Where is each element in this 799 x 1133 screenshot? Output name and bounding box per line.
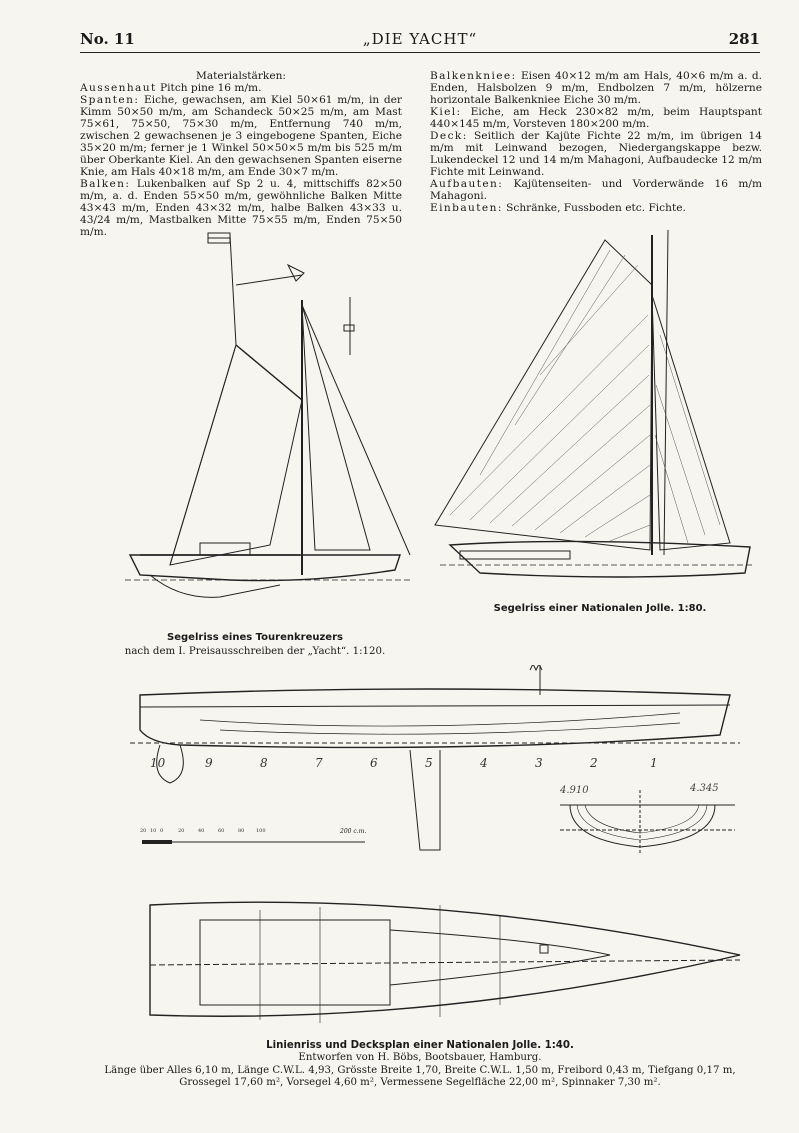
journal-title: „DIE YACHT“ — [362, 30, 478, 48]
paragraph — [430, 70, 762, 106]
scale-bar-label: 200 c.m. — [340, 828, 367, 835]
page-number: 281 — [728, 30, 760, 48]
body-section-drawing — [555, 785, 745, 865]
footer-caption — [80, 1040, 760, 1090]
paragraph — [430, 202, 762, 214]
station-number: 3 — [535, 756, 543, 770]
materials-heading: Materialstärken: — [195, 70, 286, 82]
paragraph-text: Eiche, gewachsen, am Kiel 50×61 m/m, in der Kimm 50×50 m/m, am Schandeck 50×25 m/m, am Mast 75×61, 75×50, 75×30 m/m, Entfernung 740 m/m, zwischen 2 gewachsenen je 3 eingebogene Spanten, Eiche 35×20 m/m; ferner je 1 Winkel 50×50×5 m/m bis 525 m/m über Oberkante Kiel. An den gewachsenen Spanten eiserne Knie, am Hals 40×18 m/m, am Ende 30×7 m/m. — [80, 94, 402, 178]
scale-tick-label: 0 — [160, 828, 164, 834]
lines-plan-caption: Linienriss und Decksplan einer Nationalen Jolle. 1:40. — [266, 1040, 574, 1051]
paragraph — [80, 82, 402, 94]
paragraph-term: Aussenhaut — [80, 82, 157, 94]
scale-bar-ticks — [140, 828, 370, 838]
deck-plan-drawing — [140, 885, 750, 1035]
sail-areas-line: Grossegel 17,60 m², Vorsegel 4,60 m², Vermessene Segelfläche 22,00 m², Spinnaker 7,30 m². — [179, 1077, 661, 1089]
paragraph-term: Kiel: — [430, 106, 462, 118]
station-number: 9 — [205, 756, 213, 770]
scale-tick-label: 40 — [198, 828, 205, 834]
scale-tick-label: 100 — [256, 828, 266, 834]
paragraph-term: Deck: — [430, 130, 468, 142]
station-number: 8 — [260, 756, 268, 770]
left-text-column — [80, 70, 402, 238]
station-number: 5 — [425, 756, 433, 770]
paragraph-term: Balken: — [80, 178, 131, 190]
station-number: 10 — [150, 756, 166, 770]
station-number: 2 — [590, 756, 598, 770]
paragraph — [430, 106, 762, 130]
paragraph-text: Eiche, am Heck 230×82 m/m, beim Hauptspant 440×145 m/m, Vorsteven 180×200 m/m. — [430, 106, 762, 130]
scale-tick-label: 80 — [238, 828, 245, 834]
paragraph-text: Seitlich der Kajüte Fichte 22 m/m, im übrigen 14 m/m mit Leinwand bezogen, Niedergangskappe bezw. Lukendeckel 12 und 14 m/m Mahagoni, Aufbaudecke 12 m/m Fichte mit Leinwand. — [430, 130, 762, 178]
scale-tick-label: 10 — [150, 828, 157, 834]
scale-tick-label: 20 — [140, 828, 147, 834]
section-label: 4.345 — [690, 783, 719, 794]
paragraph-text: Pitch pine 16 m/m. — [156, 82, 262, 94]
station-number: 4 — [480, 756, 488, 770]
cruiser-caption-title: Segelriss eines Tourenkreuzers — [167, 632, 343, 643]
paragraph — [430, 130, 762, 178]
jolle-sail-caption: Segelriss einer Nationalen Jolle. 1:80. — [493, 603, 707, 614]
paragraph — [80, 94, 402, 178]
designer-credit: Entworfen von H. Böbs, Bootsbauer, Hamburg. — [298, 1052, 542, 1064]
scale-tick-label: 60 — [218, 828, 225, 834]
issue-number: No. 11 — [80, 30, 135, 48]
jolle-sail-plan-drawing — [420, 225, 770, 595]
cruiser-caption-subtitle: nach dem I. Preisausschreiben der „Yacht“. 1:120. — [124, 646, 386, 657]
station-numbers — [150, 756, 710, 776]
section-label: 4.910 — [560, 785, 589, 796]
paragraph-text: Schränke, Fussboden etc. Fichte. — [502, 202, 686, 214]
paragraph-term: Spanten: — [80, 94, 140, 106]
paragraph-text: Kajütenseiten- und Vorderwände 16 m/m Mahagoni. — [430, 178, 762, 202]
dimensions-line: Länge über Alles 6,10 m, Länge C.W.L. 4,93, Grösste Breite 1,70, Breite C.W.L. 1,50 m, Freibord 0,43 m, Tiefgang 0,17 m, — [104, 1064, 736, 1076]
paragraph-term: Aufbauten: — [430, 178, 504, 190]
station-number: 1 — [650, 756, 658, 770]
right-text-column — [430, 70, 762, 214]
scale-tick-label: 20 — [178, 828, 185, 834]
paragraph-text: Lukenbalken auf Sp 2 u. 4, mittschiffs 82×50 m/m, a. d. Enden 55×50 m/m, gewöhnliche Balken Mitte 43×43 m/m, Enden 43×32 m/m, halbe Balken 43×33 u. 43/24 m/m, Mastbalken Mitte 75×55 m/m, Enden 75×50 m/m. — [80, 178, 402, 238]
station-number: 7 — [315, 756, 323, 770]
paragraph-term: Einbauten: — [430, 202, 503, 214]
station-number: 6 — [370, 756, 378, 770]
cruiser-sail-plan-drawing — [110, 225, 420, 625]
paragraph-text: Eisen 40×12 m/m am Hals, 40×6 m/m a. d. Enden, Halsbolzen 9 m/m, Endbolzen 7 m/m, hölzerne horizontale Balkenkniee Eiche 30 m/m. — [430, 70, 762, 106]
paragraph — [430, 178, 762, 202]
paragraph-term: Balkenkniee: — [430, 70, 517, 82]
page-header — [80, 28, 760, 53]
